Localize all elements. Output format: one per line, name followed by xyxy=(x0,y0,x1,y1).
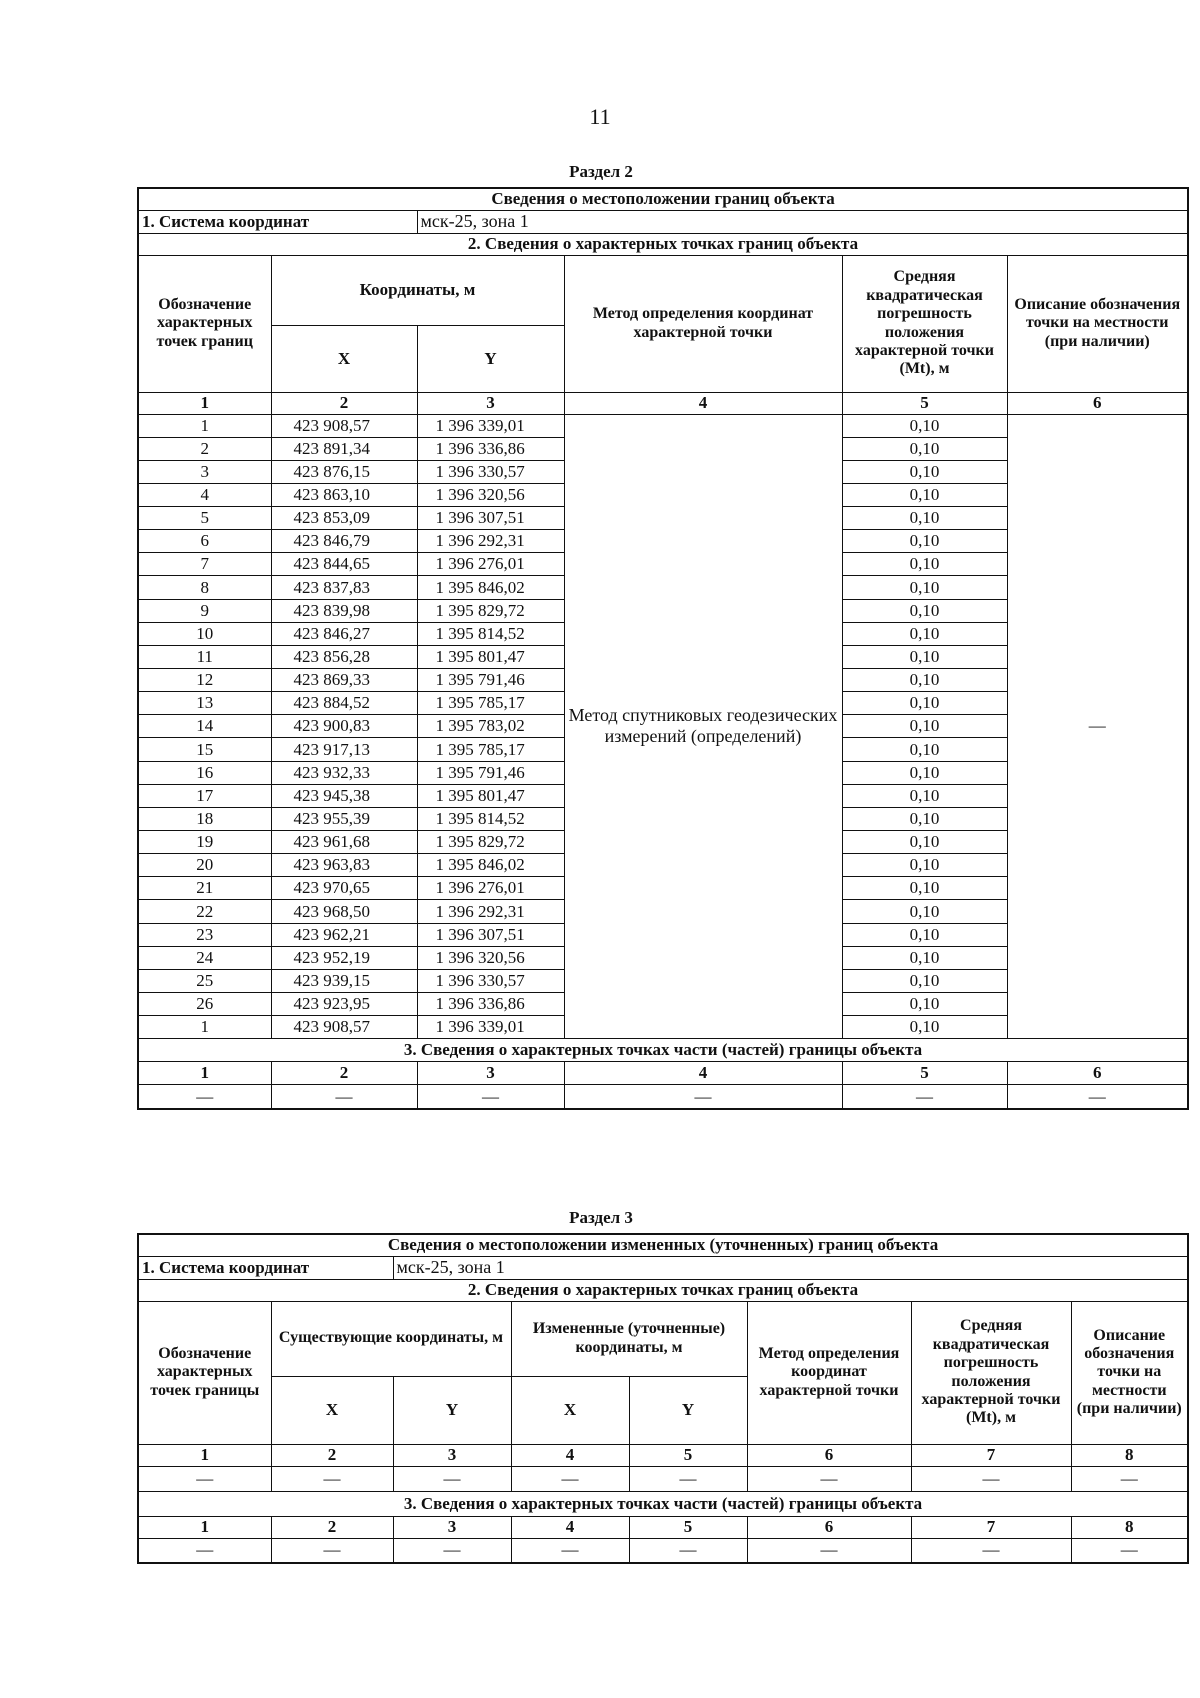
column-number: 3 xyxy=(417,392,564,414)
mt-value: 0,10 xyxy=(842,622,1007,645)
mt-value: 0,10 xyxy=(842,414,1007,437)
coord-y: 1 396 320,56 xyxy=(417,483,564,506)
coord-y: 1 396 276,01 xyxy=(417,877,564,900)
sub3-column-number: 1 xyxy=(138,1062,271,1085)
mt-value: 0,10 xyxy=(842,530,1007,553)
section3-coord-system-label: 1. Система координат xyxy=(138,1256,393,1279)
method-value: Метод спутниковых геодезических измерений (определений) xyxy=(564,414,842,1039)
mt-value: 0,10 xyxy=(842,854,1007,877)
mt-value: 0,10 xyxy=(842,599,1007,622)
coord-x: 423 908,57 xyxy=(271,1016,417,1039)
subsection2-title: 2. Сведения о характерных точках границ объекта xyxy=(138,233,1188,255)
s3-value: — xyxy=(1071,1466,1188,1491)
coord-y: 1 395 791,46 xyxy=(417,761,564,784)
table-row xyxy=(138,414,1188,437)
sub3-column-number: 6 xyxy=(1007,1062,1188,1085)
point-number: 23 xyxy=(138,923,271,946)
s3-header-existing: Существующие координаты, м xyxy=(271,1301,511,1376)
header-coordinates: Координаты, м xyxy=(271,255,564,325)
mt-value: 0,10 xyxy=(842,669,1007,692)
section3-heading: Сведения о местоположении измененных (уточненных) границ объекта xyxy=(138,1234,1188,1256)
coord-x: 423 908,57 xyxy=(271,414,417,437)
coord-y: 1 396 330,57 xyxy=(417,969,564,992)
coord-system-value: мск-25, зона 1 xyxy=(417,210,1188,233)
point-number: 4 xyxy=(138,483,271,506)
coord-x: 423 846,27 xyxy=(271,622,417,645)
s3-sub3-numbers-row xyxy=(138,1516,1188,1538)
s3-sub3-value: — xyxy=(911,1538,1071,1563)
subsection3-title: 3. Сведения о характерных точках части (частей) границы объекта xyxy=(138,1039,1188,1062)
point-number: 19 xyxy=(138,831,271,854)
coord-x: 423 839,98 xyxy=(271,599,417,622)
coord-x: 423 955,39 xyxy=(271,807,417,830)
coord-y: 1 396 276,01 xyxy=(417,553,564,576)
point-number: 24 xyxy=(138,946,271,969)
coord-x: 423 844,65 xyxy=(271,553,417,576)
mt-value: 0,10 xyxy=(842,900,1007,923)
point-number: 11 xyxy=(138,645,271,668)
mt-value: 0,10 xyxy=(842,761,1007,784)
coord-x: 423 961,68 xyxy=(271,831,417,854)
section3-table xyxy=(137,1233,1189,1564)
coord-x: 423 900,83 xyxy=(271,715,417,738)
sub3-column-number: 5 xyxy=(842,1062,1007,1085)
point-number: 17 xyxy=(138,784,271,807)
s3-header-changed: Измененные (уточненные) координаты, м xyxy=(511,1301,747,1376)
point-number: 16 xyxy=(138,761,271,784)
description-value: — xyxy=(1007,414,1188,1039)
s3-column-number: 8 xyxy=(1071,1444,1188,1466)
header-description: Описание обозначения точки на местности (при наличии) xyxy=(1007,255,1188,392)
point-number: 26 xyxy=(138,993,271,1016)
s3-subsection3-title: 3. Сведения о характерных точках части (частей) границы объекта xyxy=(138,1491,1188,1516)
coord-y: 1 396 330,57 xyxy=(417,460,564,483)
coord-x: 423 837,83 xyxy=(271,576,417,599)
s3-sub3-column-number: 6 xyxy=(747,1516,911,1538)
coord-y: 1 395 829,72 xyxy=(417,599,564,622)
coord-x: 423 884,52 xyxy=(271,692,417,715)
s3-value: — xyxy=(138,1466,271,1491)
s3-values-row xyxy=(138,1466,1188,1491)
section2-heading: Сведения о местоположении границ объекта xyxy=(138,188,1188,210)
coord-y: 1 395 785,17 xyxy=(417,692,564,715)
point-number: 9 xyxy=(138,599,271,622)
s3-header-y1: Y xyxy=(393,1376,511,1444)
coord-y: 1 396 307,51 xyxy=(417,923,564,946)
point-number: 2 xyxy=(138,437,271,460)
s3-sub3-column-number: 8 xyxy=(1071,1516,1188,1538)
page-number: 11 xyxy=(589,104,611,129)
coord-x: 423 846,79 xyxy=(271,530,417,553)
s3-column-number: 2 xyxy=(271,1444,393,1466)
coord-y: 1 395 785,17 xyxy=(417,738,564,761)
s3-sub3-value: — xyxy=(271,1538,393,1563)
sub3-value: — xyxy=(417,1085,564,1109)
s3-sub3-value: — xyxy=(629,1538,747,1563)
coord-y: 1 395 801,47 xyxy=(417,645,564,668)
section3-title: Раздел 3 xyxy=(569,1208,633,1227)
coord-x: 423 917,13 xyxy=(271,738,417,761)
point-number: 8 xyxy=(138,576,271,599)
s3-column-number: 4 xyxy=(511,1444,629,1466)
mt-value: 0,10 xyxy=(842,576,1007,599)
mt-value: 0,10 xyxy=(842,645,1007,668)
coord-x: 423 962,21 xyxy=(271,923,417,946)
sub3-value: — xyxy=(1007,1085,1188,1109)
coord-x: 423 952,19 xyxy=(271,946,417,969)
s3-column-number: 7 xyxy=(911,1444,1071,1466)
s3-value: — xyxy=(747,1466,911,1491)
mt-value: 0,10 xyxy=(842,553,1007,576)
point-number: 6 xyxy=(138,530,271,553)
mt-value: 0,10 xyxy=(842,946,1007,969)
coord-y: 1 395 846,02 xyxy=(417,854,564,877)
s3-sub3-column-number: 3 xyxy=(393,1516,511,1538)
point-number: 15 xyxy=(138,738,271,761)
point-number: 25 xyxy=(138,969,271,992)
s3-value: — xyxy=(911,1466,1071,1491)
coord-y: 1 396 336,86 xyxy=(417,437,564,460)
header-point-designation: Обозначение характерных точек границ xyxy=(138,255,271,392)
mt-value: 0,10 xyxy=(842,483,1007,506)
mt-value: 0,10 xyxy=(842,993,1007,1016)
coord-y: 1 395 791,46 xyxy=(417,669,564,692)
coord-system-label: 1. Система координат xyxy=(138,210,417,233)
s3-header-y2: Y xyxy=(629,1376,747,1444)
coord-y: 1 395 829,72 xyxy=(417,831,564,854)
section2-title: Раздел 2 xyxy=(569,162,633,181)
section3-subsection2-title: 2. Сведения о характерных точках границ объекта xyxy=(138,1279,1188,1301)
point-number: 21 xyxy=(138,877,271,900)
column-number: 2 xyxy=(271,392,417,414)
point-number: 10 xyxy=(138,622,271,645)
s3-header-point-designation: Обозначение характерных точек границы xyxy=(138,1301,271,1444)
coord-y: 1 395 814,52 xyxy=(417,622,564,645)
coord-x: 423 876,15 xyxy=(271,460,417,483)
s3-sub3-column-number: 2 xyxy=(271,1516,393,1538)
s3-header-description: Описание обозначения точки на местности (при наличии) xyxy=(1071,1301,1188,1444)
column-number: 1 xyxy=(138,392,271,414)
coord-x: 423 932,33 xyxy=(271,761,417,784)
mt-value: 0,10 xyxy=(842,923,1007,946)
section3-coord-system-value: мск-25, зона 1 xyxy=(393,1256,1188,1279)
s3-value: — xyxy=(629,1466,747,1491)
coord-x: 423 939,15 xyxy=(271,969,417,992)
coord-x: 423 970,65 xyxy=(271,877,417,900)
header-x: X xyxy=(271,325,417,392)
coord-x: 423 856,28 xyxy=(271,645,417,668)
mt-value: 0,10 xyxy=(842,784,1007,807)
coord-y: 1 396 320,56 xyxy=(417,946,564,969)
sub3-column-number: 3 xyxy=(417,1062,564,1085)
coord-x: 423 869,33 xyxy=(271,669,417,692)
mt-value: 0,10 xyxy=(842,692,1007,715)
coord-y: 1 396 292,31 xyxy=(417,900,564,923)
s3-sub3-column-number: 1 xyxy=(138,1516,271,1538)
point-number: 5 xyxy=(138,507,271,530)
header-method: Метод определения координат характерной точки xyxy=(564,255,842,392)
sub3-column-number: 4 xyxy=(564,1062,842,1085)
point-number: 22 xyxy=(138,900,271,923)
header-error: Средняя квадратическая погрешность положения характерной точки (Mt), м xyxy=(842,255,1007,392)
column-numbers-row xyxy=(138,392,1188,414)
mt-value: 0,10 xyxy=(842,831,1007,854)
coord-x: 423 853,09 xyxy=(271,507,417,530)
mt-value: 0,10 xyxy=(842,507,1007,530)
sub3-value: — xyxy=(138,1085,271,1109)
coord-y: 1 396 307,51 xyxy=(417,507,564,530)
coord-y: 1 396 339,01 xyxy=(417,414,564,437)
coord-y: 1 395 846,02 xyxy=(417,576,564,599)
s3-column-number: 1 xyxy=(138,1444,271,1466)
sub3-value: — xyxy=(271,1085,417,1109)
point-number: 18 xyxy=(138,807,271,830)
coord-y: 1 396 336,86 xyxy=(417,993,564,1016)
mt-value: 0,10 xyxy=(842,877,1007,900)
coord-y: 1 395 814,52 xyxy=(417,807,564,830)
coord-x: 423 891,34 xyxy=(271,437,417,460)
s3-header-error: Средняя квадратическая погрешность положения характерной точки (Mt), м xyxy=(911,1301,1071,1444)
s3-sub3-value: — xyxy=(1071,1538,1188,1563)
coord-x: 423 945,38 xyxy=(271,784,417,807)
header-y: Y xyxy=(417,325,564,392)
column-number: 6 xyxy=(1007,392,1188,414)
coord-x: 423 968,50 xyxy=(271,900,417,923)
s3-value: — xyxy=(271,1466,393,1491)
point-number: 20 xyxy=(138,854,271,877)
point-number: 1 xyxy=(138,414,271,437)
column-number: 5 xyxy=(842,392,1007,414)
sub3-value: — xyxy=(564,1085,842,1109)
point-number: 14 xyxy=(138,715,271,738)
s3-header-method: Метод определения координат характерной точки xyxy=(747,1301,911,1444)
coord-y: 1 396 339,01 xyxy=(417,1016,564,1039)
point-number: 7 xyxy=(138,553,271,576)
mt-value: 0,10 xyxy=(842,715,1007,738)
coord-y: 1 396 292,31 xyxy=(417,530,564,553)
mt-value: 0,10 xyxy=(842,1016,1007,1039)
s3-column-number: 5 xyxy=(629,1444,747,1466)
coord-x: 423 863,10 xyxy=(271,483,417,506)
s3-sub3-value: — xyxy=(511,1538,629,1563)
point-number: 3 xyxy=(138,460,271,483)
s3-column-number: 6 xyxy=(747,1444,911,1466)
s3-sub3-value: — xyxy=(393,1538,511,1563)
mt-value: 0,10 xyxy=(842,437,1007,460)
column-number: 4 xyxy=(564,392,842,414)
s3-column-number: 3 xyxy=(393,1444,511,1466)
section2-table xyxy=(137,187,1189,1110)
s3-value: — xyxy=(511,1466,629,1491)
coord-y: 1 395 783,02 xyxy=(417,715,564,738)
s3-column-numbers-row xyxy=(138,1444,1188,1466)
s3-sub3-value: — xyxy=(138,1538,271,1563)
coord-x: 423 963,83 xyxy=(271,854,417,877)
s3-sub3-column-number: 7 xyxy=(911,1516,1071,1538)
s3-sub3-column-number: 5 xyxy=(629,1516,747,1538)
s3-header-x2: X xyxy=(511,1376,629,1444)
mt-value: 0,10 xyxy=(842,969,1007,992)
sub3-column-number: 2 xyxy=(271,1062,417,1085)
sub3-value: — xyxy=(842,1085,1007,1109)
point-number: 1 xyxy=(138,1016,271,1039)
s3-sub3-column-number: 4 xyxy=(511,1516,629,1538)
coord-y: 1 395 801,47 xyxy=(417,784,564,807)
point-number: 13 xyxy=(138,692,271,715)
s3-value: — xyxy=(393,1466,511,1491)
s3-sub3-value: — xyxy=(747,1538,911,1563)
point-number: 12 xyxy=(138,669,271,692)
mt-value: 0,10 xyxy=(842,738,1007,761)
mt-value: 0,10 xyxy=(842,460,1007,483)
s3-header-x1: X xyxy=(271,1376,393,1444)
mt-value: 0,10 xyxy=(842,807,1007,830)
s3-sub3-values-row xyxy=(138,1538,1188,1563)
coord-x: 423 923,95 xyxy=(271,993,417,1016)
